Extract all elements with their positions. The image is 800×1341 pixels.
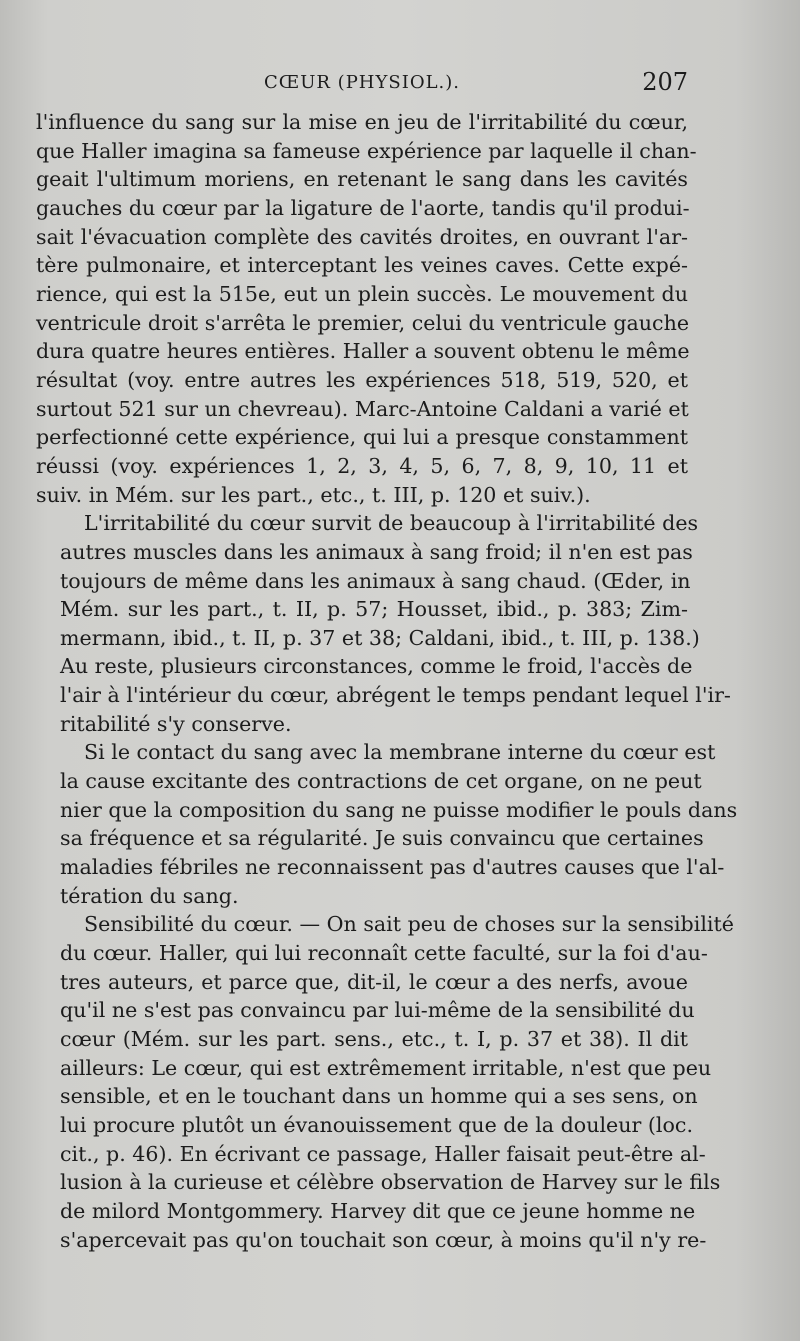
text-line: dura quatre heures entières. Haller a souvent obtenu le même [36,339,690,364]
running-title: CŒUR (PHYSIOL.). [263,72,461,93]
text-line: Au reste, plusieurs circonstances, comme le froid, l'accès de [60,654,693,679]
paragraph [36,910,734,1254]
text-line: tération du sang. [60,883,239,908]
text-line: nier que la composition du sang ne puisse modifier le pouls dans [60,797,738,822]
text-line: l'influence du sang sur la mise en jeu de l'irritabilité du cœur, [36,110,688,134]
text-line: Si le contact du sang avec la membrane interne du cœur est [84,740,716,765]
text-line: lui procure plutôt un évanouissement que de la douleur (loc. [60,1112,693,1137]
text-line: la cause excitante des contractions de cet organe, on ne peut [60,769,702,794]
body-text [36,108,738,1254]
text-line: sensible, et en le touchant dans un homme qui a ses sens, on [60,1084,698,1109]
text-line: Sensibilité du cœur. — On sait peu de choses sur la sensibilité [84,912,734,937]
text-line: cit., p. 46). En écrivant ce passage, Haller faisait peut-être al- [60,1141,706,1166]
text-line: L'irritabilité du cœur survit de beaucoup à l'irritabilité des [84,511,699,536]
text-line: qu'il ne s'est pas convaincu par lui-même de la sensibilité du [60,998,695,1023]
text-line: maladies fébriles ne reconnaissent pas d'autres causes que l'al- [60,855,725,880]
text-line: de milord Montgommery. Harvey dit que ce jeune homme ne [60,1198,696,1223]
text-line: s'apercevait pas qu'on touchait son cœur, à moins qu'il n'y re- [60,1227,707,1252]
text-line: ventricule droit s'arrêta le premier, celui du ventricule gauche [36,310,690,335]
text-line: sait l'évacuation complète des cavités droites, en ouvrant l'ar- [36,224,688,249]
paragraph [36,738,738,910]
text-line: tère pulmonaire, et interceptant les veines caves. Cette expé- [36,253,688,278]
text-line: surtout 521 sur un chevreau). Marc-Antoine Caldani a varié et [36,396,689,421]
paragraph [36,108,697,509]
text-line: du cœur. Haller, qui lui reconnaît cette faculté, sur la foi d'au- [60,941,708,966]
text-line: toujours de même dans les animaux à sang chaud. (Œder, in [60,568,691,593]
text-line: mermann, ibid., t. II, p. 37 et 38; Caldani, ibid., t. III, p. 138.) [60,625,700,650]
text-line: cœur (Mém. sur les part. sens., etc., t. I, p. 37 et 38). Il dit [60,1027,688,1051]
text-line: résultat (voy. entre autres les expériences 518, 519, 520, et [36,367,688,392]
text-line: geait l'ultimum moriens, en retenant le sang dans les cavités [36,167,688,192]
text-line: réussi (voy. expériences 1, 2, 3, 4, 5, 6, 7, 8, 9, 10, 11 et [36,453,688,478]
text-line: rience, qui est la 515e, eut un plein succès. Le mouvement du [36,281,688,306]
text-line: suiv. in Mém. sur les part., etc., t. III, p. 120 et suiv.). [36,482,591,507]
text-line: l'air à l'intérieur du cœur, abrégent le temps pendant lequel l'ir- [60,683,731,708]
page-number: 207 [642,68,688,96]
text-line: sa fréquence et sa régularité. Je suis convaincu que certaines [60,826,704,851]
text-line: gauches du cœur par la ligature de l'aorte, tandis qu'il produi- [36,195,690,220]
paragraph [36,509,731,738]
text-line: tres auteurs, et parce que, dit-il, le cœur a des nerfs, avoue [60,969,688,994]
text-line: perfectionné cette expérience, qui lui a presque constamment [36,425,688,450]
text-line: Mém. sur les part., t. II, p. 57; Housset, ibid., p. 383; Zim- [60,597,688,622]
text-line: autres muscles dans les animaux à sang froid; il n'en est pas [60,539,693,564]
text-line: ritabilité s'y conserve. [60,711,292,736]
page-header [36,68,688,100]
text-line: que Haller imagina sa fameuse expérience par laquelle il chan- [36,138,697,163]
text-line: lusion à la curieuse et célèbre observation de Harvey sur le fils [60,1170,721,1195]
text-line: ailleurs: Le cœur, qui est extrêmement irritable, n'est que peu [60,1055,712,1080]
